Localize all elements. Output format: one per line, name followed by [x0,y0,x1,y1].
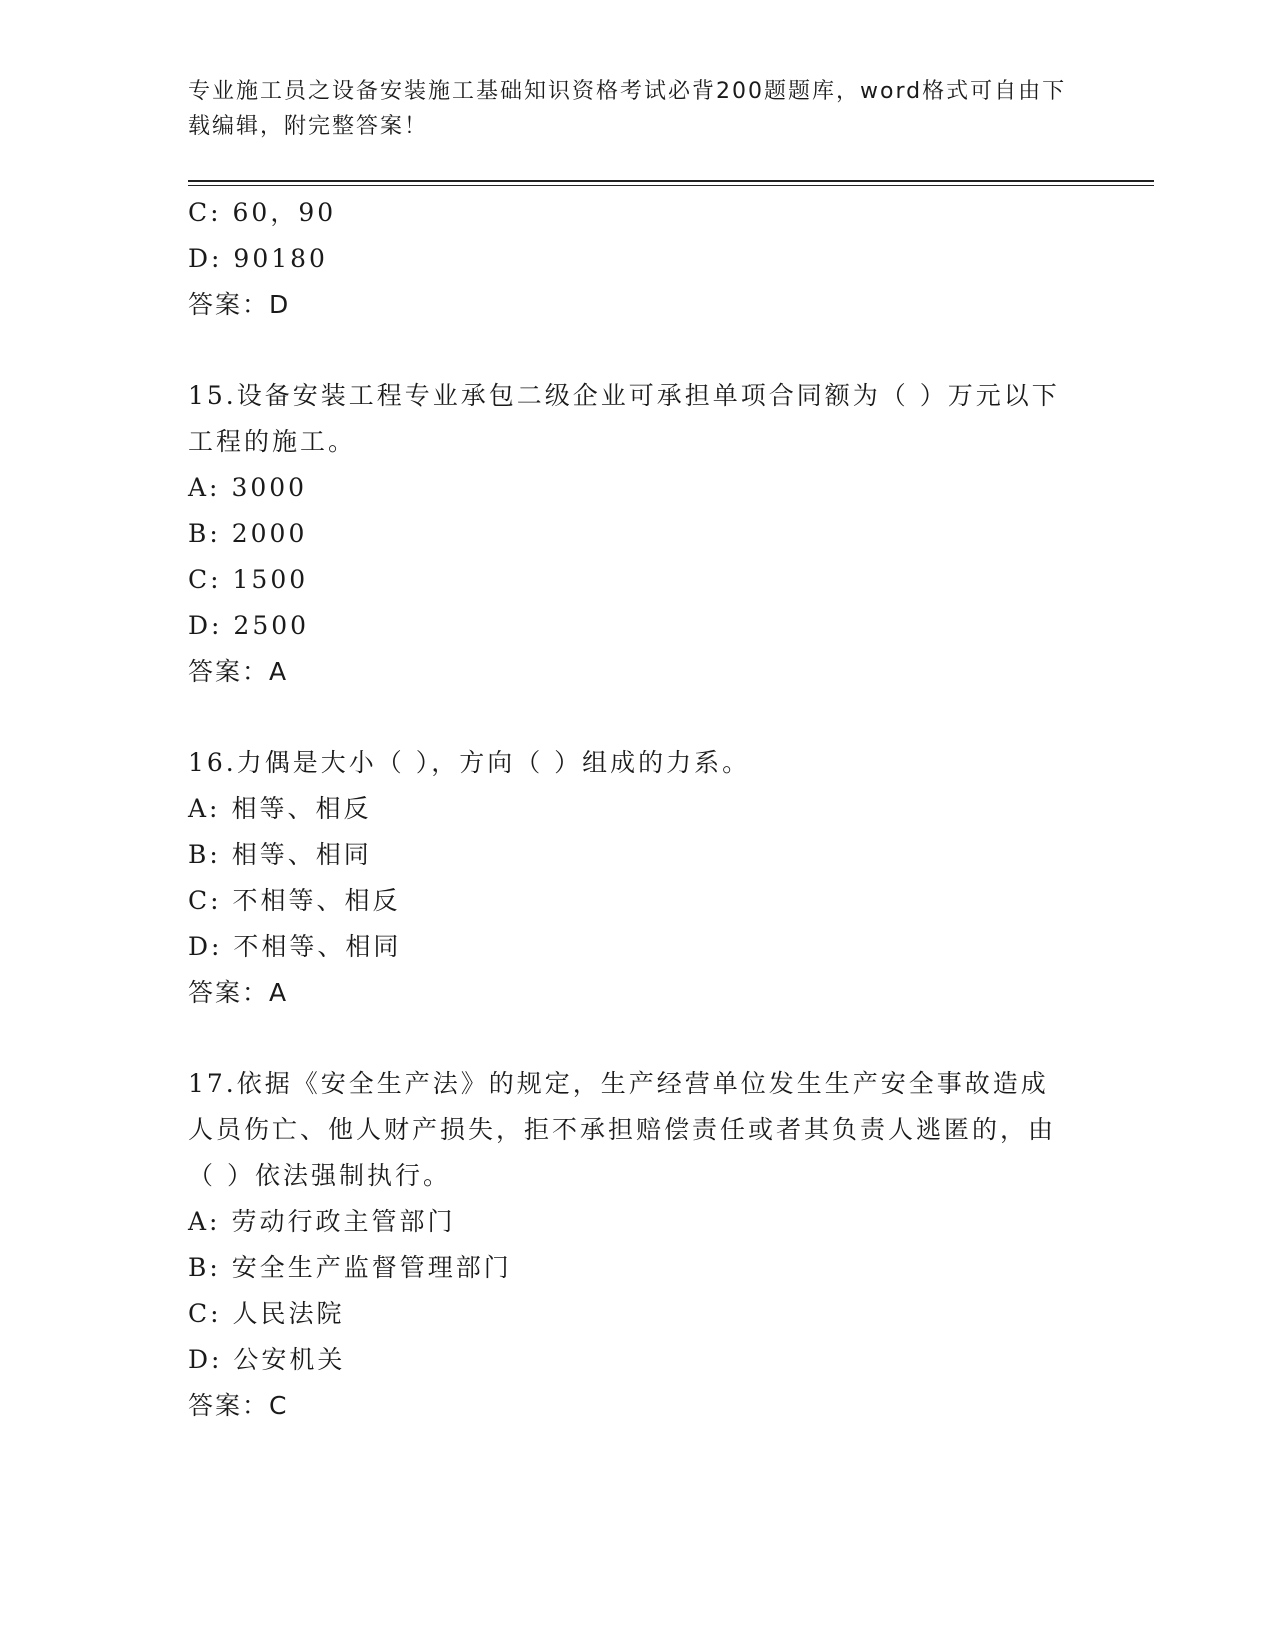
option-a: A: 3000 [188,473,308,502]
option-c: C: 60，90 [188,198,337,227]
answer-line: 答案：A [188,978,289,1007]
option-b: B: 相等、相同 [188,840,372,869]
option-a: A: 相等、相反 [188,794,372,823]
answer-line: 答案：D [188,290,291,319]
option-d: D: 2500 [188,611,310,640]
option-c: C: 1500 [188,565,309,594]
question-16-text: 16.力偶是大小（ ），方向（ ）组成的力系。 [188,748,751,777]
option-c: C: 人民法院 [188,1299,345,1328]
option-b: B: 安全生产监督管理部门 [188,1253,512,1282]
option-c: C: 不相等、相反 [188,886,401,915]
answer-line: 答案：A [188,657,289,686]
header-rule-thin [188,185,1154,186]
question-15-text: 15.设备安装工程专业承包二级企业可承担单项合同额为（ ）万元以下工程的施工。 [188,381,1060,456]
option-a: A: 劳动行政主管部门 [188,1207,456,1236]
answer-line: 答案：C [188,1391,289,1420]
option-b: B: 2000 [188,519,308,548]
header-rule-thick [188,180,1154,182]
option-d: D: 90180 [188,244,328,273]
option-d: D: 公安机关 [188,1345,346,1374]
document-header: 专业施工员之设备安装施工基础知识资格考试必背200题题库，word格式可自由下载编辑，附完整答案！ [188,79,1067,139]
question-17-text: 17.依据《安全生产法》的规定，生产经营单位发生生产安全事故造成人员伤亡、他人财产损失，拒不承担赔偿责任或者其负责人逃匿的，由（ ）依法强制执行。 [188,1069,1057,1190]
question-list [188,190,1088,1429]
option-d: D: 不相等、相同 [188,932,402,961]
